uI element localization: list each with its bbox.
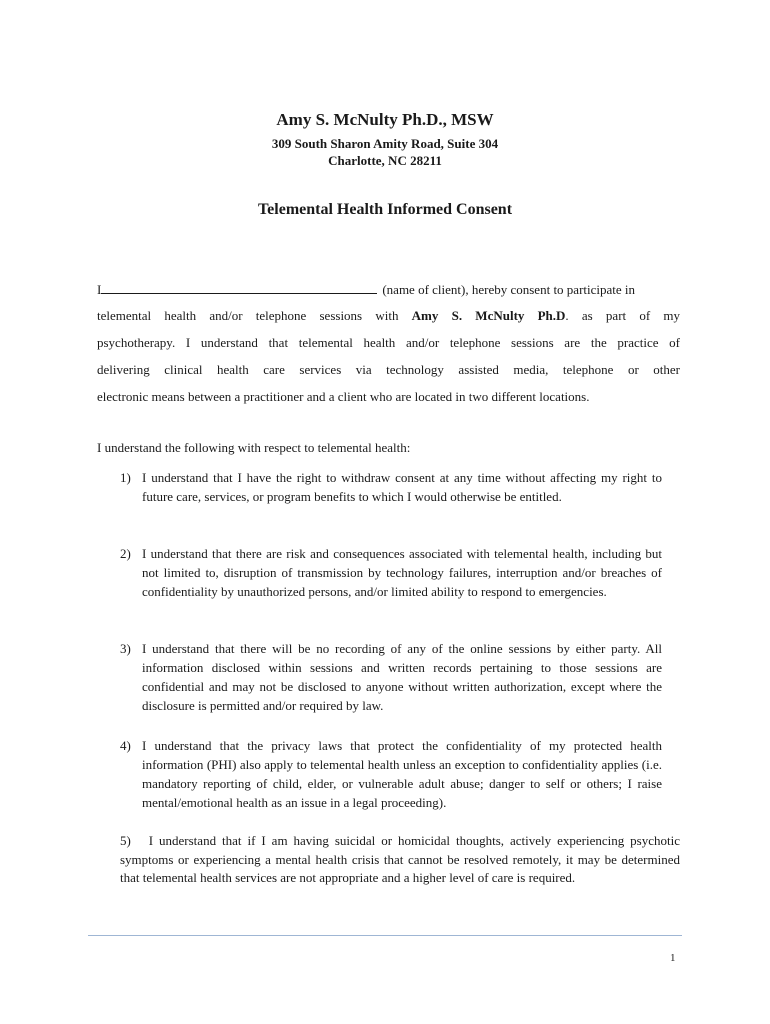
client-name-blank[interactable]: [101, 283, 377, 294]
item-text: I understand that I have the right to withdraw consent at any time without affecting my right to future care, services, or program benefits to which I would otherwise be entitled.: [142, 470, 662, 504]
item-text: I understand that there are risk and consequences associated with telemental health, including but not limited to, disruption of transmission by technology failures, interruption and/or breaches of confidentiality by unauthorized persons, and/or limited ability to respond to emergencies.: [142, 546, 662, 599]
consent-line-2-text: telemental health and/or telephone sessions with: [97, 308, 399, 323]
item-number: 5): [120, 833, 131, 848]
list-item: [120, 832, 680, 888]
understanding-intro: I understand the following with respect to telemental health:: [97, 440, 411, 455]
consent-line-5: electronic means between a practitioner and a client who are located in two different locations.: [97, 389, 590, 404]
item-number: 1): [120, 470, 131, 485]
item-text: I understand that the privacy laws that protect the confidentiality of my protected health information (PHI) also apply to telemental health unless an exception to confidentiality applies (i.e. mandatory reporting of child, elder, or vulnerable adult abuse; danger to self or others; I raise mental/emotional health as an issue in a legal proceeding).: [142, 738, 662, 810]
item-text: I understand that if I am having suicidal or homicidal thoughts, actively experiencing psychotic symptoms or experiencing a mental health crisis that cannot be resolved remotely, it may be determined that telemental health services are not appropriate and a higher level of care is required.: [120, 833, 681, 885]
consent-line-3: psychotherapy. I understand that telemental health and/or telephone sessions are the practice of: [97, 335, 680, 350]
consent-line-2-tail: . as part of my: [565, 308, 681, 323]
consent-prefix: I: [97, 282, 102, 297]
practitioner-name-inline: Amy S. McNulty Ph.D: [411, 308, 566, 323]
item-number: 3): [120, 641, 131, 656]
page-number: 1: [670, 952, 676, 964]
address-line-1: 309 South Sharon Amity Road, Suite 304: [271, 136, 499, 151]
consent-line-2: [97, 308, 680, 326]
consent-line-1-text: (name of client), hereby consent to participate in: [382, 282, 636, 297]
item-number: 2): [120, 546, 131, 561]
item-number: 4): [120, 738, 131, 753]
practitioner-name: Amy S. McNulty Ph.D., MSW: [276, 110, 494, 129]
item-text: I understand that there will be no recording of any of the online sessions by either party. All information disclosed within sessions and written records pertaining to those sessions are confidential and may not be disclosed to anyone without written authorization, except where the disclosure is permitted and/or required by law.: [142, 641, 662, 713]
consent-line-1: [97, 282, 680, 300]
address-line-2: Charlotte, NC 28211: [328, 153, 442, 168]
document-title: Telemental Health Informed Consent: [257, 201, 513, 218]
footer-divider: [88, 935, 682, 936]
consent-line-4: delivering clinical health care services via technology assisted media, telephone or other: [97, 362, 680, 377]
